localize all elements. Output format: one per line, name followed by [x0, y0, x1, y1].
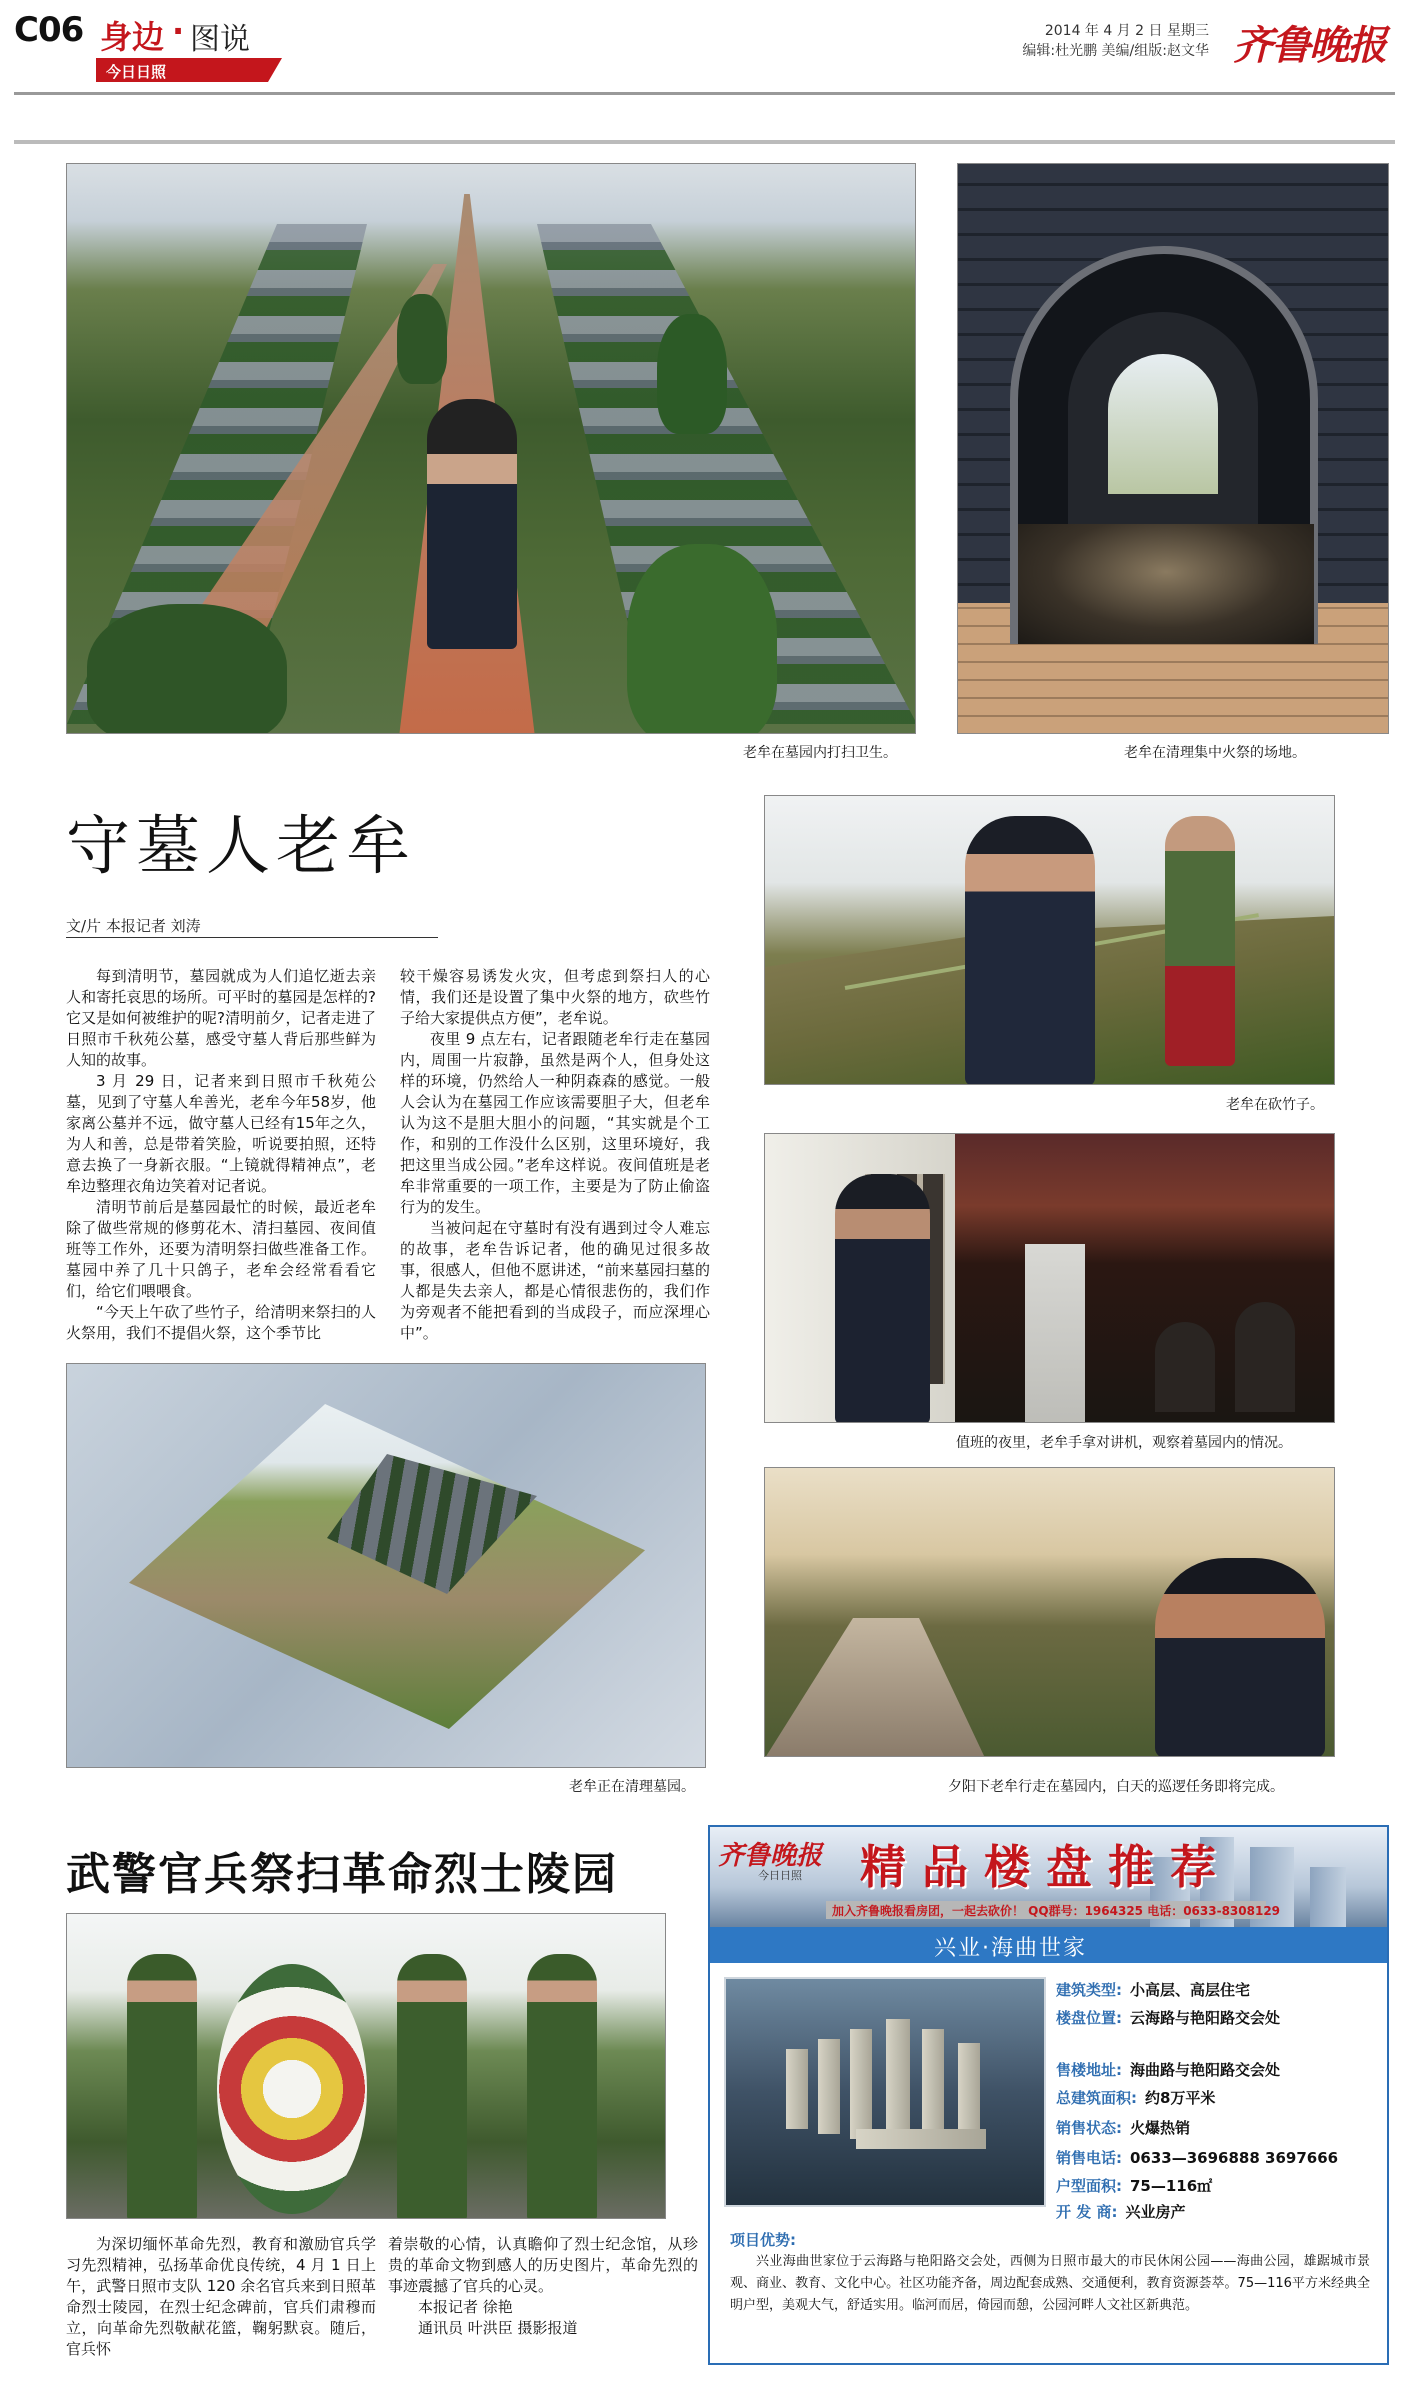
article-column-1 — [66, 966, 376, 1344]
photo-cutting-bamboo — [764, 795, 1335, 1085]
issue-date: 2014 年 4 月 2 日 星期三 — [1044, 23, 1209, 39]
ad-contact-bar: 加入齐鲁晚报看房团，一起去砍价！ QQ群号：1964325 电话：0633-8308129 — [826, 1901, 1266, 1919]
article2-title: 武警官兵祭扫革命烈士陵园 — [66, 1849, 618, 1900]
photo-fire-pit — [957, 163, 1389, 734]
wreath — [217, 1964, 367, 2214]
paragraph: 夜里 9 点左右，记者跟随老牟行走在墓园内，周围一片寂静，虽然是两个人，但身处这样的环境，仍然给人一种阴森森的感觉。一般人会认为在墓园工作应该需要胆子大，但老牟认为这不是胆大胆小的问题，“其实就是个工作，和别的工作没什么区别，这里环境好，我把这里当成公园。”老牟这样说。夜间值班是老牟非常重要的一项工作，主要是为了防止偷盗行为的发生。 — [400, 1030, 710, 1216]
ad-project-name: 兴业·海曲世家 — [934, 1936, 1087, 1961]
caption-photo6: 夕阳下老牟行走在墓园内，白天的巡逻任务即将完成。 — [948, 1779, 1284, 1795]
caretaker-figure — [427, 399, 517, 649]
section-name: 身边 — [100, 18, 165, 56]
real-estate-ad — [708, 1825, 1389, 2365]
header-rule — [14, 92, 1395, 95]
ad-advantage-text: 兴业海曲世家位于云海路与艳阳路交会处，西侧为日照市最大的市民休闲公园——海曲公园，雄踞城市景观、商业、教育、文化中心。社区功能齐备，周边配套成熟、交通便利，教育资源荟萃。75—116平方米经典全明户型，美观大气，舒适实用。临河而居，倚园而憩，公园河畔人文社区新典范。 — [730, 2254, 1370, 2313]
caption-photo3: 老牟在砍竹子。 — [1226, 1097, 1324, 1113]
edition-tag: 今日日照 — [96, 58, 268, 82]
ad-spec-row: 总建筑面积: 约8万平米 — [1056, 2089, 1216, 2107]
paragraph: “今天上午砍了些竹子，给清明来祭扫的人火祭用，我们不提倡火祭，这个季节比 — [66, 1303, 376, 1342]
ad-edition-label: 今日日照 — [758, 1869, 802, 1882]
editors-line: 编辑:杜光鹏 美编/组版:赵文华 — [1022, 43, 1209, 59]
caption-photo5: 老牟正在清理墓园。 — [569, 1779, 695, 1795]
photo-cemetery-sweeping — [66, 163, 916, 734]
photo-sunset-patrol — [764, 1467, 1335, 1757]
ad-spec-row: 楼盘位置: 云海路与艳阳路交会处 — [1056, 2009, 1281, 2027]
page-number: C06 — [14, 10, 84, 50]
caption-photo4: 值班的夜里，老牟手拿对讲机，观察着墓园内的情况。 — [956, 1435, 1292, 1451]
ad-paper-logo: 齐鲁晚报 — [718, 1841, 823, 1871]
ad-spec-row: 销售状态: 火爆热销 — [1056, 2119, 1191, 2137]
article-column-2 — [400, 966, 710, 1344]
article-title: 守墓人老牟 — [66, 810, 416, 884]
ad-headline: 精品楼盘推荐 — [860, 1840, 1232, 1894]
article2-column-2 — [388, 2234, 698, 2339]
article2-column-1 — [66, 2234, 376, 2360]
helper-figure — [1165, 816, 1235, 1066]
caption-photo1: 老牟在墓园内打扫卫生。 — [743, 745, 897, 761]
article-byline: 文/片 本报记者 刘涛 — [66, 917, 201, 935]
photo-soldiers-memorial — [66, 1913, 666, 2219]
ad-spec-row: 户型面积: 75—116㎡ — [1056, 2177, 1213, 2195]
ad-spec-row: 销售电话: 0633—3696888 3697666 — [1056, 2149, 1339, 2167]
section-divider — [14, 140, 1395, 144]
paragraph: 当被问起在守墓时有没有遇到过令人难忘的故事，老牟告诉记者，他的确见过很多故事，很感人，但他不愿讲述，“前来墓园扫墓的人都是失去亲人，都是心情很悲伤的，我们作为旁观者不能把看到的当成段子，而应深埋心中”。 — [400, 1219, 710, 1342]
ad-advantage-label: 项目优势: — [730, 2231, 796, 2249]
caretaker-figure — [1155, 1558, 1325, 1757]
paragraph: 为深切缅怀革命先烈，教育和激励官兵学习先烈精神，弘扬革命优良传统，4 月 1 日上午，武警日照市支队 120 余名官兵来到日照革命烈士陵园，在烈士纪念碑前，官兵们肃穆而立，向革命先烈敬献花篮，鞠躬默哀。随后，官兵怀 — [66, 2235, 376, 2358]
photo-night-watch — [764, 1133, 1335, 1423]
ad-spec-row: 开 发 商: 兴业房产 — [1056, 2203, 1186, 2221]
caretaker-figure — [835, 1174, 930, 1423]
section-dot: · — [172, 12, 185, 50]
credit-line: 本报记者 徐艳 — [418, 2298, 513, 2316]
paper-logo: 齐鲁晚报 — [1233, 22, 1385, 69]
paragraph: 较干燥容易诱发火灾，但考虑到祭扫人的心情，我们还是设置了集中火祭的地方，砍些竹子给大家提供点方便”，老牟说。 — [400, 967, 710, 1027]
paragraph: 清明节前后是墓园最忙的时候，最近老牟除了做些常规的修剪花木、清扫墓园、夜间值班等工作外，还要为清明祭扫做些准备工作。墓园中养了几十只鸽子，老牟会经常看看它们，给它们喂喂食。 — [66, 1198, 376, 1300]
photo-diamond-frame — [66, 1363, 706, 1768]
caption-photo2: 老牟在清理集中火祭的场地。 — [1124, 745, 1306, 761]
sub-section-name: 图说 — [190, 22, 250, 57]
ad-rendering-image — [724, 1977, 1046, 2207]
credit-line: 通讯员 叶洪臣 摄影报道 — [418, 2319, 578, 2337]
paragraph: 每到清明节，墓园就成为人们追忆逝去亲人和寄托哀思的场所。可平时的墓园是怎样的?它又是如何被维护的呢?清明前夕，记者走进了日照市千秋苑公墓，感受守墓人背后那些鲜为人知的故事。 — [66, 967, 376, 1069]
ad-spec-row: 建筑类型: 小高层、高层住宅 — [1056, 1981, 1251, 1999]
byline-rule — [66, 937, 438, 938]
paragraph: 着崇敬的心情，认真瞻仰了烈士纪念馆，从珍贵的革命文物到感人的历史图片，革命先烈的事迹震撼了官兵的心灵。 — [388, 2235, 698, 2295]
caretaker-figure — [965, 816, 1095, 1085]
paragraph: 3 月 29 日，记者来到日照市千秋苑公墓，见到了守墓人牟善光，老牟今年58岁，他家离公墓并不远，做守墓人已经有15年之久，为人和善，总是带着笑脸，听说要拍照，还特意去换了一身新衣服。“上镜就得精神点”，老牟边整理衣角边笑着对记者说。 — [66, 1072, 376, 1195]
ad-spec-row: 售楼地址: 海曲路与艳阳路交会处 — [1056, 2061, 1281, 2079]
